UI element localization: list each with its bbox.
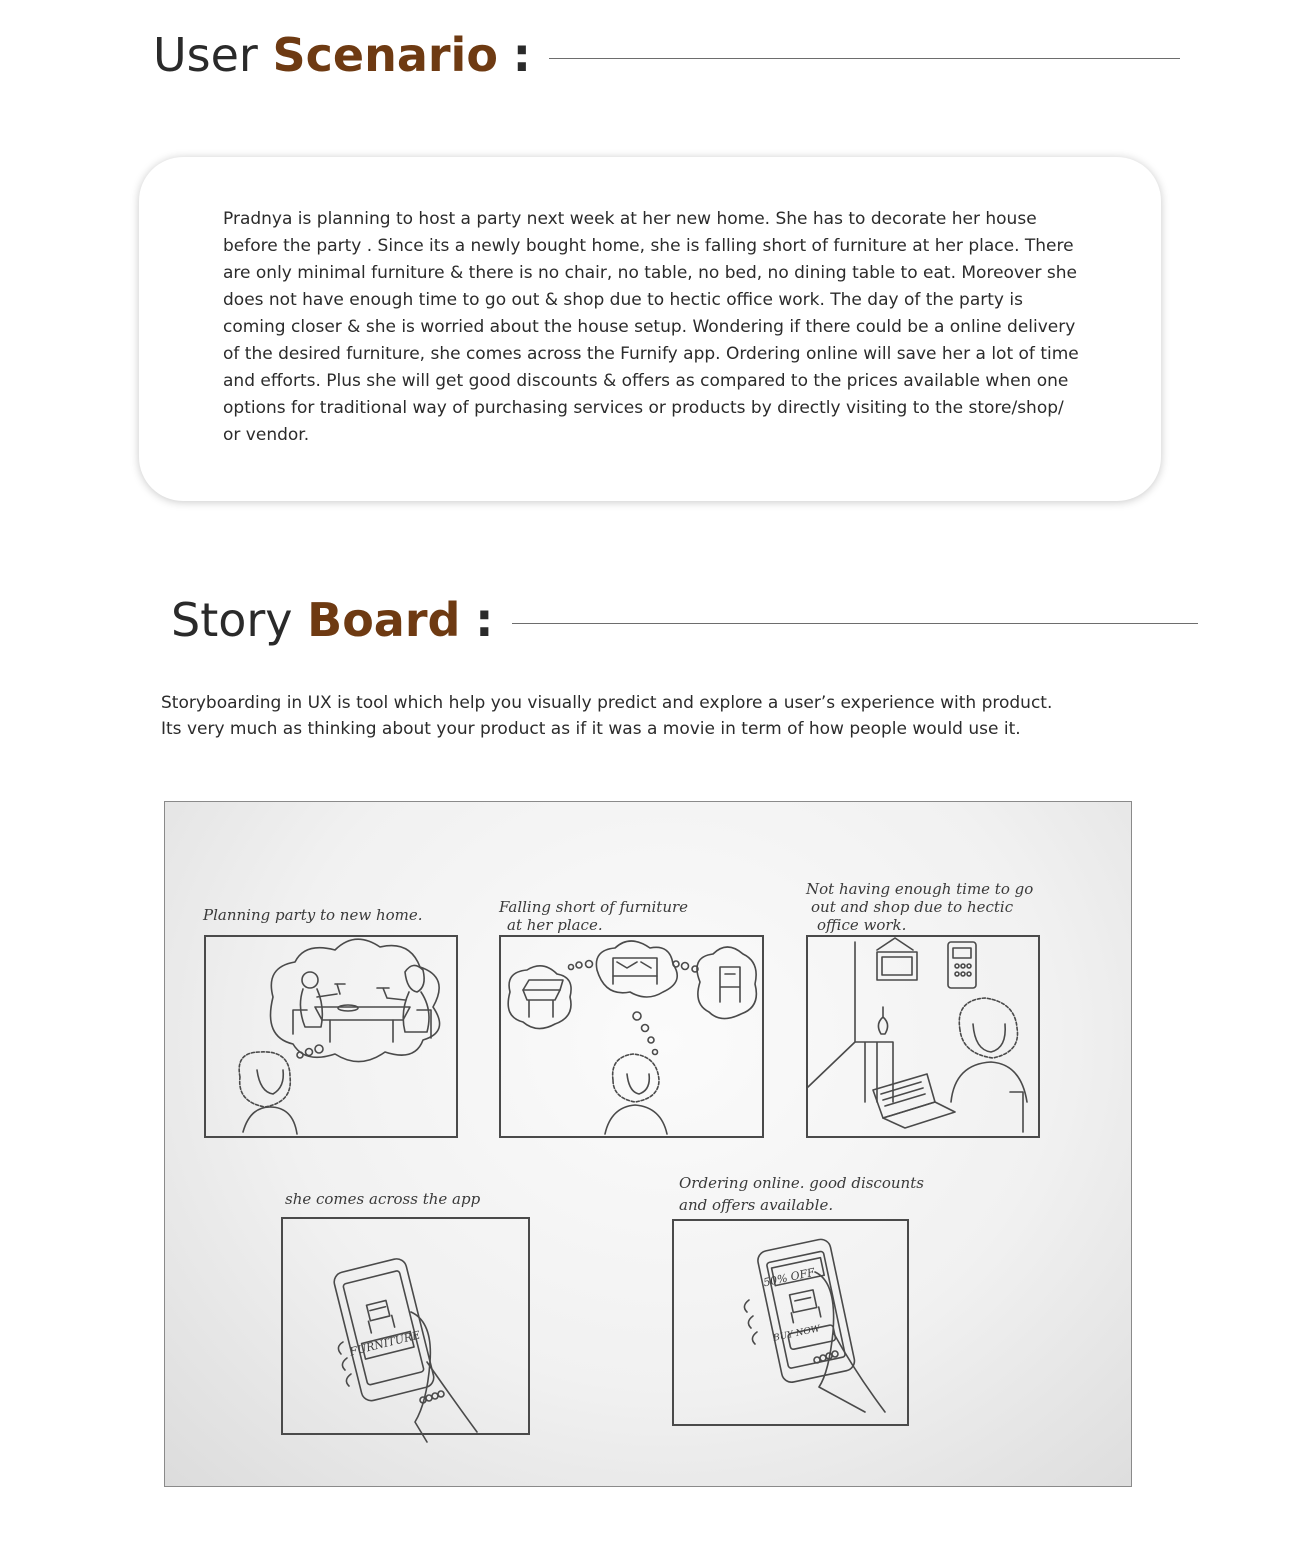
storyboard-heading [171, 593, 1198, 647]
title-colon: : [512, 28, 531, 82]
title-plain: Story [171, 593, 293, 647]
phone-offer-sketch [756, 1238, 856, 1384]
intro-line: Storyboarding in UX is tool which help you visually predict and explore a user’s experience with product. [161, 693, 1053, 713]
panel-3-caption-line3: office work. [817, 916, 907, 934]
woman-wondering-sketch [605, 1054, 667, 1134]
hand-holding-phone-right [744, 1272, 885, 1412]
panel-3-caption-line2: out and shop due to hectic [811, 898, 1014, 916]
storyboard-title [171, 593, 494, 647]
wall-phone [948, 942, 976, 988]
panel-3-caption-line1: Not having enough time to go [806, 880, 1034, 898]
title-colon: : [475, 593, 494, 647]
intro-line: Its very much as thinking about your product as if it was a movie in term of how people would use it. [161, 719, 1021, 739]
chair-thought-cloud [697, 947, 756, 1019]
scenario-text: Pradnya is planning to host a party next week at her new home. She has to decorate her house before the party . Since its a newly bought home, she is falling short of furniture at her place. There are only minimal furniture & there is no chair, no table, no bed, no dining table to eat. Moreover she does not have enough time to go out & shop due to hectic office work. The day of the party is coming closer & she is worried about the house setup. Wondering if there could be a online delivery of the desired furniture, she comes across the Furnify app. Ordering online will save her a lot of time and efforts. Plus she will get good discounts & offers as compared to the prices available when one options for traditional way of purchasing services or products by directly visiting to the store/shop/ or vendor. [223, 209, 1079, 445]
heading-divider [549, 58, 1180, 59]
wall-picture-frame [877, 938, 917, 980]
title-accent: Scenario [272, 28, 498, 82]
bed-thought-cloud [596, 941, 677, 997]
phone-furniture-label: FURNITURE [348, 1328, 422, 1359]
heading-divider [512, 623, 1199, 624]
dining-table-sketch [315, 1005, 410, 1042]
woman-at-laptop-sketch [873, 998, 1027, 1132]
panel-2-caption-line1: Falling short of furniture [499, 898, 689, 916]
phone-app-sketch [332, 1257, 436, 1403]
panel-1-caption: Planning party to new home. [203, 906, 423, 924]
panel-2-caption-line2: at her place. [507, 916, 603, 934]
user-scenario-heading [153, 28, 1180, 82]
party-guest-right [377, 965, 431, 1038]
title-accent: Board [307, 593, 461, 647]
title-plain: User [153, 28, 258, 82]
room-corner-and-vase [808, 942, 893, 1102]
panel-4-caption: she comes across the app [285, 1190, 481, 1208]
scenario-card [139, 157, 1161, 501]
pencil-drawings [165, 802, 1132, 1487]
table-thought-cloud [508, 966, 571, 1029]
panel-5-caption-line2: and offers available. [679, 1196, 834, 1214]
furniture-thought-bubbles [569, 961, 699, 1055]
party-dream-cloud [271, 939, 440, 1061]
phone-buy-now-label: BUY NOW [772, 1324, 822, 1344]
panel-5-caption-line1: Ordering online. good discounts [679, 1174, 924, 1192]
storyboard-sketch-image [164, 801, 1132, 1487]
user-scenario-title [153, 28, 531, 82]
party-guest-left [293, 972, 345, 1034]
thought-bubbles [297, 1045, 323, 1058]
woman-thinking-sketch [239, 1052, 297, 1134]
storyboard-intro [161, 690, 1161, 742]
phone-offer-label: 50% OFF [762, 1265, 816, 1290]
